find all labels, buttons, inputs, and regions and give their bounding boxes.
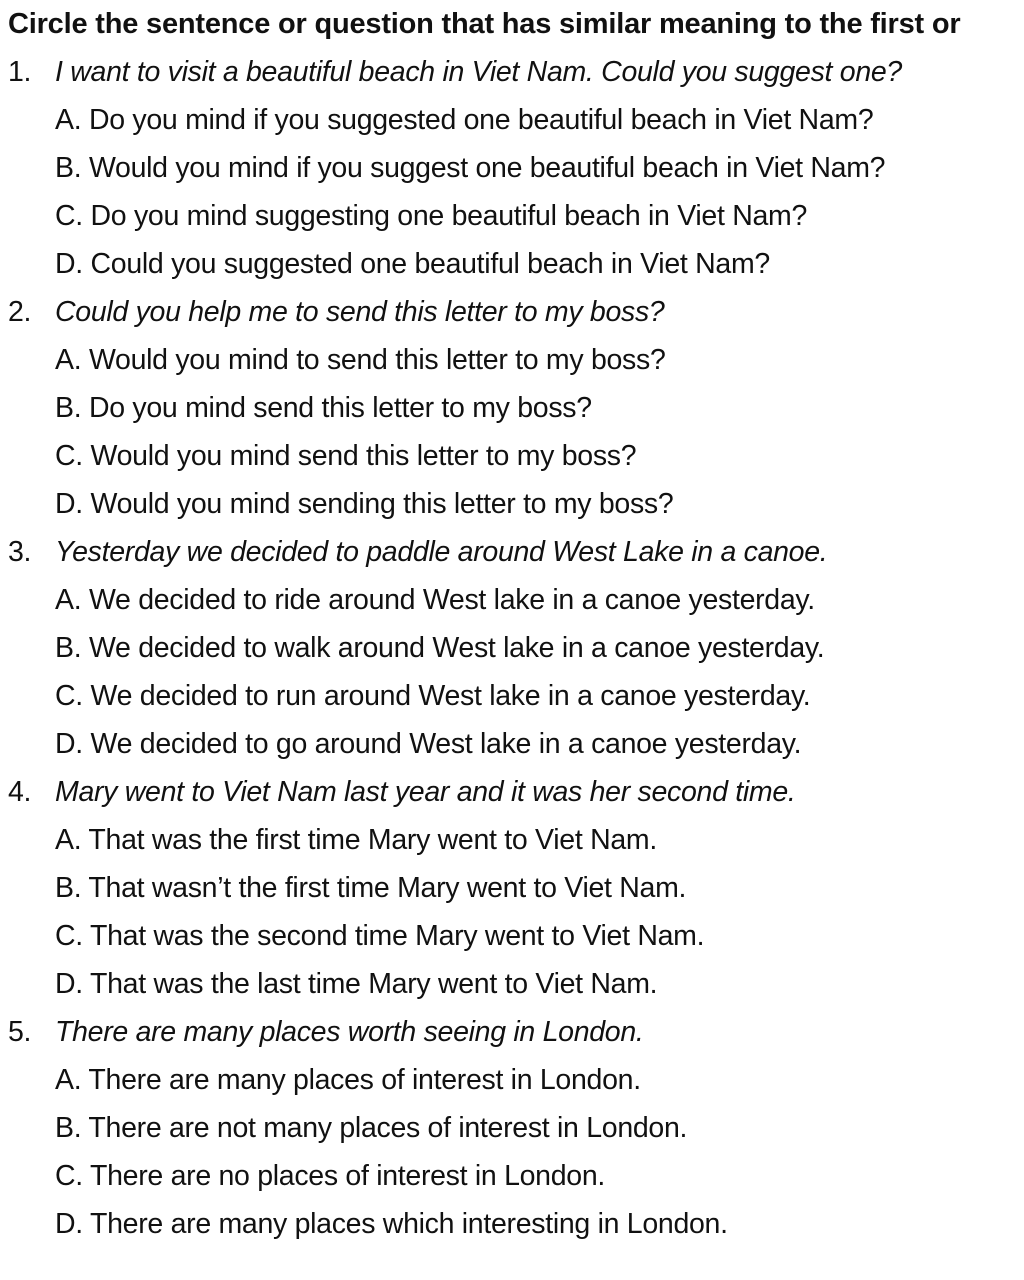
instruction-heading: Circle the sentence or question that has similar meaning to the first or	[8, 8, 961, 40]
answer-option[interactable]: C. There are no places of interest in London.	[55, 1160, 605, 1192]
answer-option[interactable]: C. Do you mind suggesting one beautiful beach in Viet Nam?	[55, 200, 808, 232]
answer-option[interactable]: B. That wasn’t the first time Mary went to Viet Nam.	[55, 872, 687, 904]
answer-option[interactable]: B. There are not many places of interest in London.	[55, 1112, 688, 1144]
answer-option[interactable]: D. We decided to go around West lake in a canoe yesterday.	[55, 728, 802, 760]
answer-option[interactable]: D. There are many places which interesting in London.	[55, 1208, 728, 1240]
answer-option[interactable]: C. That was the second time Mary went to Viet Nam.	[55, 920, 705, 952]
answer-option[interactable]: D. Would you mind sending this letter to my boss?	[55, 488, 674, 520]
question-number: 3.	[8, 536, 32, 568]
question-text: Yesterday we decided to paddle around West Lake in a canoe.	[55, 536, 828, 568]
question-number: 1.	[8, 56, 32, 88]
answer-option[interactable]: D. That was the last time Mary went to Viet Nam.	[55, 968, 658, 1000]
answer-option[interactable]: A. Do you mind if you suggested one beautiful beach in Viet Nam?	[55, 104, 874, 136]
answer-option[interactable]: B. Would you mind if you suggest one beautiful beach in Viet Nam?	[55, 152, 886, 184]
answer-option[interactable]: A. That was the first time Mary went to Viet Nam.	[55, 824, 657, 856]
question-number: 5.	[8, 1016, 32, 1048]
answer-option[interactable]: A. Would you mind to send this letter to my boss?	[55, 344, 666, 376]
answer-option[interactable]: D. Could you suggested one beautiful beach in Viet Nam?	[55, 248, 770, 280]
question-number: 2.	[8, 296, 32, 328]
answer-option[interactable]: C. Would you mind send this letter to my boss?	[55, 440, 637, 472]
question-text: I want to visit a beautiful beach in Viet Nam. Could you suggest one?	[55, 56, 902, 88]
answer-option[interactable]: B. Do you mind send this letter to my boss?	[55, 392, 592, 424]
question-text: There are many places worth seeing in London.	[55, 1016, 644, 1048]
answer-option[interactable]: A. There are many places of interest in London.	[55, 1064, 641, 1096]
answer-option[interactable]: B. We decided to walk around West lake in a canoe yesterday.	[55, 632, 825, 664]
answer-option[interactable]: A. We decided to ride around West lake in a canoe yesterday.	[55, 584, 815, 616]
question-text: Mary went to Viet Nam last year and it was her second time.	[55, 776, 796, 808]
question-number: 4.	[8, 776, 32, 808]
answer-option[interactable]: C. We decided to run around West lake in a canoe yesterday.	[55, 680, 811, 712]
question-text: Could you help me to send this letter to my boss?	[55, 296, 665, 328]
